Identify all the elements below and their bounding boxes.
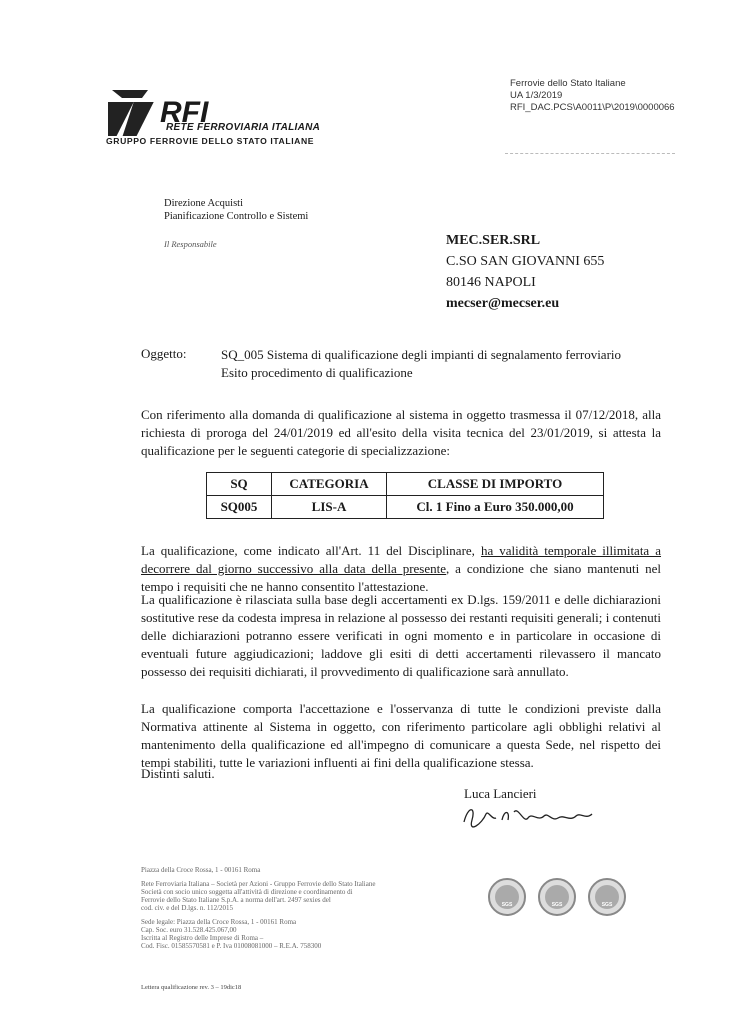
paragraph-3: La qualificazione è rilasciata sulla base degli accertamenti ex D.lgs. 159/2011 e delle dichiarazioni sostitutive rese da codesta impresa in relazione al possesso dei restanti requisiti generali; i contenuti delle dichiarazioni potranno essere verificati in ogni momento e in particolare in occasione di eventuali future aggiudicazioni; laddove gli esiti di detti accertamenti rilevassero il mancato possesso dei requisiti dichiarati, il provvedimento di qualificazione sarà annullato.	[141, 592, 661, 679]
protocol-stamp	[510, 78, 675, 114]
protocol-line-3: RFI_DAC.PCS\A0011\P\2019\0000066	[510, 102, 675, 113]
recipient-city: 80146 NAPOLI	[446, 275, 536, 290]
signer-name: Luca Lancieri	[464, 786, 537, 801]
table-header-classe: CLASSE DI IMPORTO	[387, 473, 604, 496]
paragraph-2-underlined: ha validità temporale illimitata a decorrere dal giorno successivo alla data della presente	[141, 543, 662, 576]
paragraph-2	[141, 542, 661, 596]
sgs-certification-icon	[588, 878, 626, 916]
divider	[505, 153, 675, 154]
sgs-label: SGS	[551, 902, 563, 908]
footer-legal-2: Società con socio unico soggetta all'attività di direzione e coordinamento di	[141, 888, 353, 896]
paragraph-4: La qualificazione comporta l'accettazione e l'osservanza di tutte le condizioni previste dalla Normativa attinente al Sistema in oggetto, con riferimento particolare agli obblighi relativi al mantenimento della qualificazione ed all'impegno di comunicare a questa Sede, nel rispetto dei tempi stabiliti, tutte le variazioni influenti ai fini della qualificazione stessa.	[141, 701, 661, 770]
subject-line-1: SQ_005 Sistema di qualificazione degli impianti di segnalamento ferroviario	[221, 347, 622, 362]
table-row	[207, 496, 604, 519]
sgs-certification-icon	[488, 878, 526, 916]
recipient-name: MEC.SER.SRL	[446, 233, 541, 248]
subject	[221, 346, 661, 382]
subject-label: Oggetto:	[141, 346, 187, 361]
recipient-block	[446, 230, 604, 314]
footer-reg-1: Sede legale: Piazza della Croce Rossa, 1 - 00161 Roma	[141, 918, 297, 926]
footer-legal-3: Ferrovie dello Stato Italiane S.p.A. a norma dell'art. 2497 sexies del	[141, 896, 331, 904]
qualification-table	[206, 472, 604, 519]
footer-address: Piazza della Croce Rossa, 1 - 00161 Roma	[141, 866, 261, 874]
table-cell-classe: Cl. 1 Fino a Euro 350.000,00	[387, 496, 604, 519]
recipient-email: mecser@mecser.eu	[446, 296, 560, 311]
logo-group: GRUPPO FERROVIE DELLO STATO ITALIANE	[106, 136, 315, 146]
protocol-line-1: Ferrovie dello Stato Italiane	[510, 78, 626, 89]
department-line-2: Pianificazione Controllo e Sistemi	[164, 211, 309, 222]
subject-line-2: Esito procedimento di qualificazione	[221, 365, 413, 380]
logo-text: RFI	[160, 96, 209, 129]
department-role: Il Responsabile	[164, 239, 217, 249]
recipient-address: C.SO SAN GIOVANNI 655	[446, 254, 605, 269]
footer-reg-4: Cod. Fisc. 01585570581 e P. Iva 01008081000 – R.E.A. 758300	[141, 942, 322, 950]
footer-legal-4: cod. civ. e del D.lgs. n. 112/2015	[141, 904, 234, 912]
sgs-label: SGS	[501, 902, 513, 908]
table-header-sq: SQ	[207, 473, 272, 496]
footer-reg-3: Iscritta al Registro delle Imprese di Roma –	[141, 934, 264, 942]
department-line-1: Direzione Acquisti	[164, 198, 244, 209]
sgs-label: SGS	[601, 902, 613, 908]
footer-legal-1: Rete Ferroviaria Italiana – Società per Azioni - Gruppo Ferrovie dello Stato Italiane	[141, 880, 376, 888]
table-header-row	[207, 473, 604, 496]
table-cell-sq: SQ005	[207, 496, 272, 519]
paragraph-1: Con riferimento alla domanda di qualificazione al sistema in oggetto trasmessa il 07/12/2018, alla richiesta di proroga del 24/01/2019 ed all'esito della visita tecnica del 23/01/2019, si attesta la qualificazione per le seguenti categorie di specializzazione:	[141, 407, 661, 458]
footer-reg-2: Cap. Soc. euro 31.528.425.067,00	[141, 926, 237, 934]
protocol-line-2: UA 1/3/2019	[510, 90, 563, 101]
logo-subtitle: RETE FERROVIARIA ITALIANA	[166, 122, 321, 133]
table-header-categoria: CATEGORIA	[272, 473, 387, 496]
department	[164, 197, 308, 223]
document-reference: Lettera qualificazione rev. 3 – 19dic18	[141, 984, 242, 991]
paragraph-2-start: La qualificazione, come indicato all'Art. 11 del Disciplinare,	[141, 543, 481, 558]
greeting: Distinti saluti.	[141, 766, 215, 781]
footer	[141, 866, 441, 950]
handwritten-signature	[458, 800, 598, 830]
table-cell-categoria: LIS-A	[272, 496, 387, 519]
paragraph-2-end: , a condizione che siano mantenuti nel tempo i requisiti che ne hanno consentito l'attestazione.	[141, 561, 661, 594]
sgs-certification-icon	[538, 878, 576, 916]
